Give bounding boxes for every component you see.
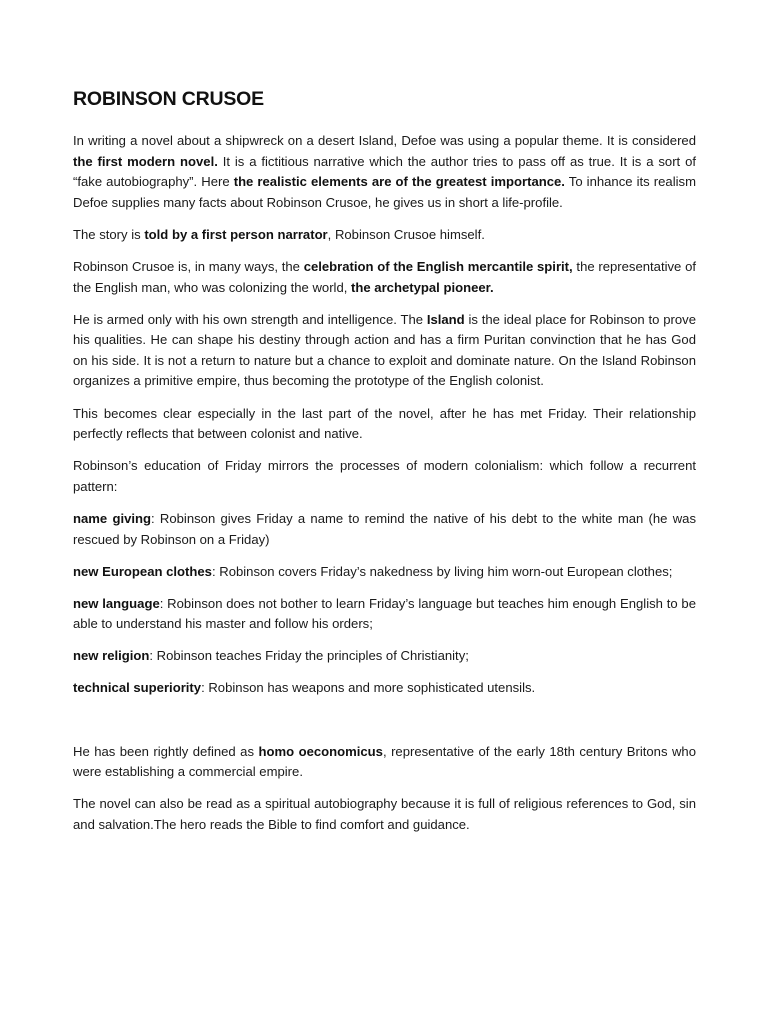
bold-text: homo oeconomicus: [258, 743, 383, 759]
document-page: [73, 86, 696, 847]
document-body: [73, 131, 696, 835]
paragraph: [73, 742, 696, 783]
bold-text: new language: [73, 595, 160, 611]
text-run: To inhance its realism Defoe supplies many facts about Robinson Crusoe, he gives us in short a life-profile.: [73, 174, 696, 210]
paragraph: [73, 456, 696, 497]
text-run: The novel can also be read as a spiritual autobiography because it is full of religious references to God, sin and salvation.The hero reads the Bible to find comfort and guidance.: [73, 796, 696, 832]
text-run: The story is: [73, 226, 145, 242]
paragraph: [73, 646, 696, 667]
text-run: It is a fictitious narrative which the author tries to pass off as true. It is a sort of “fake autobiography”. Here: [73, 153, 696, 190]
text-run: In writing a novel about a shipwreck on a desert Island, Defoe was using a popular theme. It is considered: [73, 133, 696, 148]
bold-text: new religion: [73, 648, 150, 664]
text-run: This becomes clear especially in the last part of the novel, after he has met Friday. Their relationship perfectly reflects that between colonist and native.: [73, 405, 696, 442]
page-title: ROBINSON CRUSOE: [73, 88, 264, 110]
paragraph: [73, 404, 696, 445]
text-run: : Robinson does not bother to learn Friday’s language but teaches him enough English to be able to understand his master and follow his orders;: [73, 595, 696, 632]
text-run: : Robinson has weapons and more sophisticated utensils.: [201, 680, 536, 696]
bold-text: name giving: [73, 510, 152, 526]
text-run: He is armed only with his own strength and intelligence. The: [73, 311, 427, 327]
bold-text: the first modern novel.: [73, 153, 218, 169]
section-gap: [73, 711, 696, 742]
bold-text: the archetypal pioneer.: [351, 279, 494, 295]
bold-text: technical superiority: [73, 680, 202, 696]
paragraph: [73, 257, 696, 298]
text-run: : Robinson teaches Friday the principles of Christianity;: [149, 648, 469, 664]
bold-text: celebration of the English mercantile spirit,: [303, 258, 573, 274]
text-run: the representative of the English man, who was colonizing the world,: [73, 258, 697, 295]
text-run: : Robinson gives Friday a name to remind the native of his debt to the white man (he was rescued by Robinson on a Friday): [73, 510, 696, 547]
paragraph: [73, 131, 696, 213]
text-run: Robinson’s education of Friday mirrors the processes of modern colonialism: which follow a recurrent pattern:: [73, 458, 696, 494]
text-run: Robinson Crusoe is, in many ways, the: [73, 258, 304, 274]
paragraph: [73, 562, 696, 583]
text-run: : Robinson covers Friday’s nakedness by living him worn-out European clothes;: [211, 563, 673, 579]
paragraph: [73, 594, 696, 635]
text-run: , representative of the early 18th century Britons who were establishing a commercial empire.: [73, 743, 696, 780]
bold-text: the realistic elements are of the greatest importance.: [233, 174, 565, 190]
text-run: He has been rightly defined as: [73, 743, 259, 759]
paragraph: [73, 794, 696, 835]
bold-text: told by a first person narrator: [144, 226, 328, 242]
text-run: is the ideal place for Robinson to prove his qualities. He can shape his destiny through action and has a firm Puritan convinction that he has God on his side. It is not a return to nature but a chance to exploit and dominate nature. On the Island Robinson organizes a primitive empire, thus becoming the prototype of the English colonist.: [73, 311, 696, 389]
paragraph: [73, 678, 696, 699]
bold-text: Island: [426, 311, 465, 327]
paragraph: [73, 225, 696, 246]
paragraph: [73, 310, 696, 392]
paragraph: [73, 509, 696, 550]
bold-text: new European clothes: [73, 563, 212, 579]
text-run: , Robinson Crusoe himself.: [327, 226, 485, 242]
